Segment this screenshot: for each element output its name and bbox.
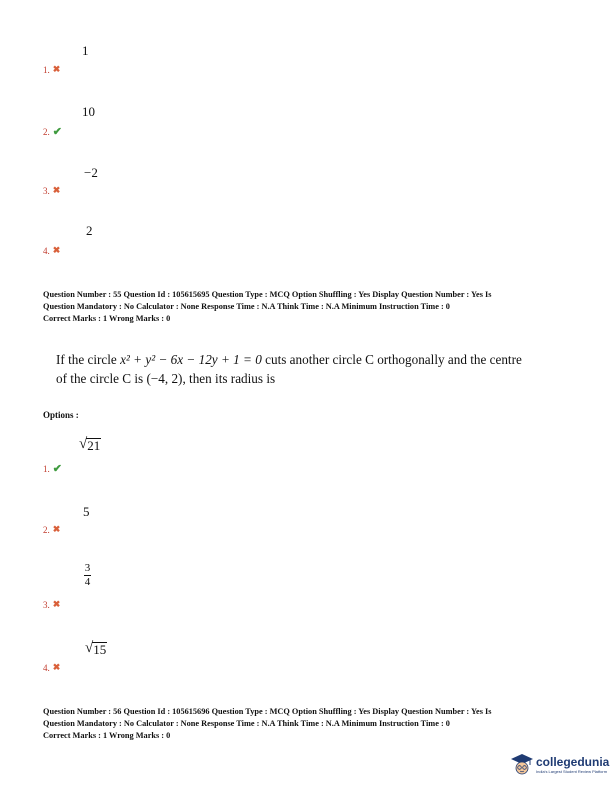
graduate-mascot-icon xyxy=(510,752,534,776)
cross-icon: ✖ xyxy=(52,599,61,609)
question-55-meta xyxy=(43,289,491,325)
radicand: 21 xyxy=(87,438,101,453)
meta-line: Question Number : 55 Question Id : 105615695 Question Type : MCQ Option Shuffling : Yes Display Question Number : Yes Is xyxy=(43,290,492,299)
checkmark-icon: ✔ xyxy=(52,463,62,475)
prev-option-3-value: −2 xyxy=(84,165,98,180)
meta-line: Correct Marks : 1 Wrong Marks : 0 xyxy=(43,731,171,740)
option-number: 2. xyxy=(43,126,50,137)
question-text: of the circle C is (−4, 2), then its radius is xyxy=(56,371,276,386)
option-3-label xyxy=(43,599,60,610)
radicand: 15 xyxy=(93,642,107,657)
option-1-value xyxy=(79,437,101,453)
question-text: If the circle xyxy=(56,352,117,367)
collegedunia-logo xyxy=(510,752,609,776)
meta-line: Question Number : 56 Question Id : 105615696 Question Type : MCQ Option Shuffling : Yes Display Question Number : Yes Is xyxy=(43,707,492,716)
meta-line: Correct Marks : 1 Wrong Marks : 0 xyxy=(43,314,171,323)
option-number: 1. xyxy=(43,463,50,474)
option-1-label xyxy=(43,462,62,475)
cross-icon: ✖ xyxy=(52,245,61,255)
prev-option-1-value: 1 xyxy=(82,43,89,58)
prev-option-2-value: 10 xyxy=(82,104,95,119)
cross-icon: ✖ xyxy=(52,185,61,195)
option-number: 4. xyxy=(43,245,50,256)
option-number: 2. xyxy=(43,524,50,535)
meta-line: Question Mandatory : No Calculator : None Response Time : N.A Think Time : N.A Minimum Instruction Time : 0 xyxy=(43,719,450,728)
meta-line: Question Mandatory : No Calculator : None Response Time : N.A Think Time : N.A Minimum Instruction Time : 0 xyxy=(43,302,450,311)
prev-option-4-value: 2 xyxy=(86,223,93,238)
logo-text-group xyxy=(536,755,609,774)
option-number: 1. xyxy=(43,64,50,75)
option-4-label xyxy=(43,662,60,673)
prev-option-2-label xyxy=(43,125,62,138)
checkmark-icon: ✔ xyxy=(52,126,62,138)
logo-tagline: India's Largest Student Review Platform xyxy=(536,768,608,774)
prev-option-1-label xyxy=(43,64,60,75)
option-number: 4. xyxy=(43,662,50,673)
option-number: 3. xyxy=(43,599,50,610)
circle-equation: x² + y² − 6x − 12y + 1 = 0 xyxy=(120,352,262,367)
sqrt-symbol: √ xyxy=(79,436,88,452)
options-label: Options : xyxy=(43,410,79,420)
prev-option-4-label xyxy=(43,245,60,256)
option-number: 3. xyxy=(43,185,50,196)
option-2-value: 5 xyxy=(83,504,90,519)
logo-name: collegedunia xyxy=(536,754,610,769)
option-4-value xyxy=(85,641,107,657)
question-56-meta xyxy=(43,706,491,742)
cross-icon: ✖ xyxy=(52,662,61,672)
question-55-text xyxy=(56,350,556,388)
numerator: 3 xyxy=(84,562,91,574)
denominator: 4 xyxy=(84,576,91,588)
option-3-value xyxy=(84,563,91,588)
cross-icon: ✖ xyxy=(52,64,61,74)
question-text: cuts another circle C orthogonally and the centre xyxy=(265,352,522,367)
cross-icon: ✖ xyxy=(52,524,61,534)
option-2-label xyxy=(43,524,60,535)
sqrt-symbol: √ xyxy=(85,640,94,656)
prev-option-3-label xyxy=(43,185,60,196)
